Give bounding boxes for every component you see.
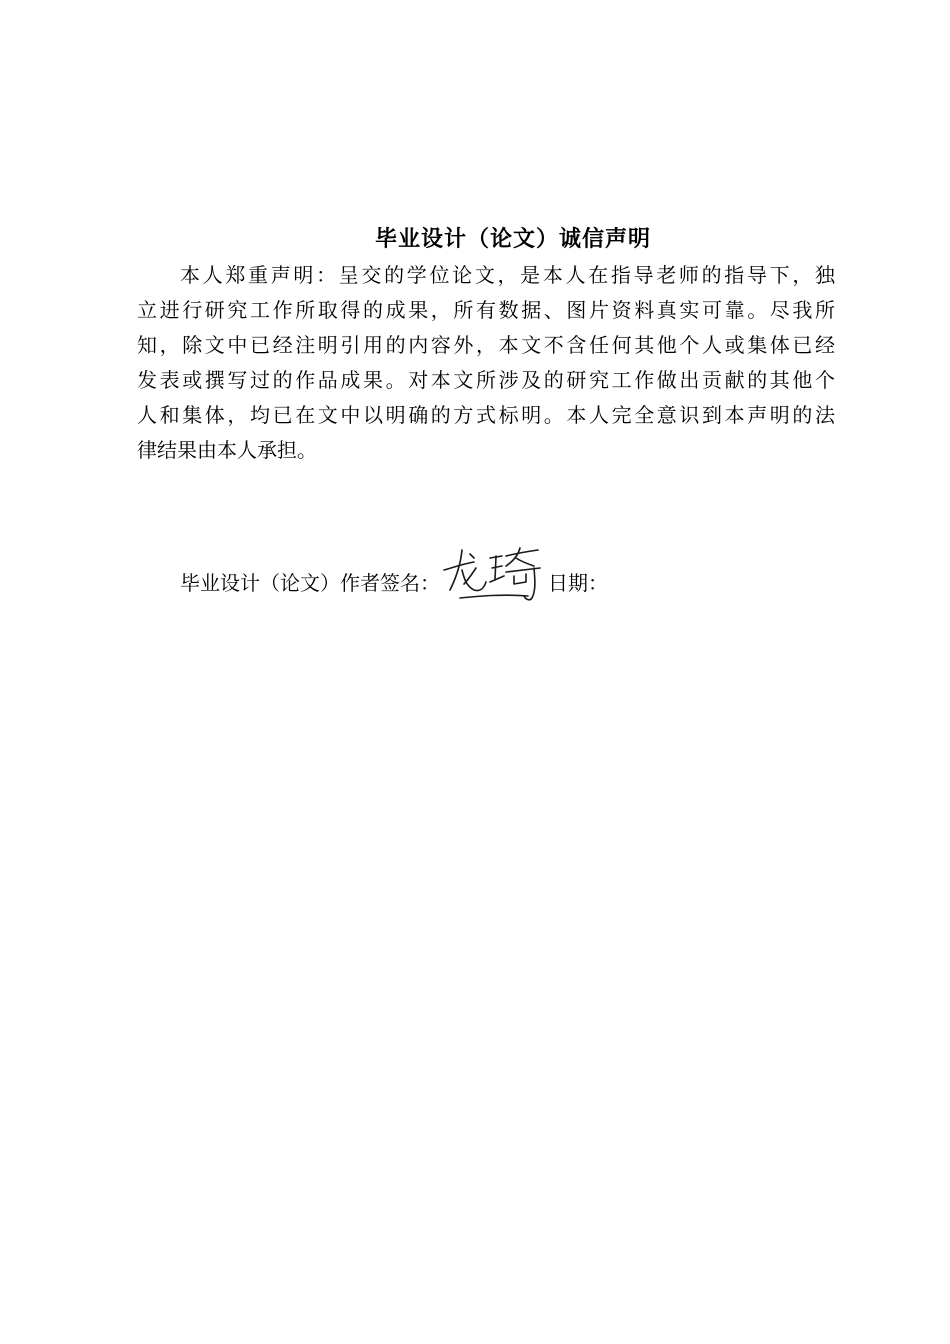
declaration-line: 发表或撰写过的作品成果。对本文所涉及的研究工作做出贡献的其他个 bbox=[137, 368, 835, 392]
signature-label: 毕业设计（论文）作者签名： bbox=[180, 571, 440, 595]
declaration-line: 律结果由本人承担。 bbox=[137, 438, 317, 462]
declaration-line: 知，除文中已经注明引用的内容外，本文不含任何其他个人或集体已经 bbox=[137, 333, 835, 357]
declaration-body bbox=[137, 258, 835, 468]
declaration-line: 人和集体，均已在文中以明确的方式标明。本人完全意识到本声明的法 bbox=[137, 403, 835, 427]
page-title: 毕业设计（论文）诚信声明 bbox=[374, 227, 651, 252]
declaration-line: 本人郑重声明：呈交的学位论文，是本人在指导老师的指导下，独 bbox=[180, 263, 835, 287]
signature-row bbox=[180, 566, 608, 601]
handwritten-signature bbox=[440, 546, 546, 606]
date-label: 日期： bbox=[548, 571, 608, 595]
declaration-line: 立进行研究工作所取得的成果，所有数据、图片资料真实可靠。尽我所 bbox=[137, 298, 835, 322]
